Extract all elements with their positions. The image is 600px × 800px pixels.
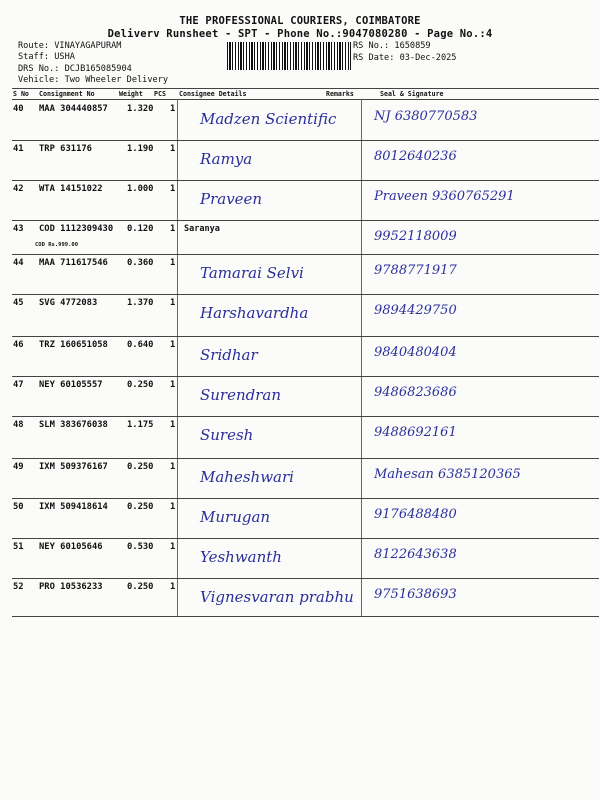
table-row (12, 220, 599, 254)
signature-handwritten: 9952118009 (374, 229, 457, 244)
serial-number: 44 (13, 258, 24, 268)
consignment-number: SVG 4772083 (39, 298, 98, 308)
consignment-number: IXM 509376167 (39, 462, 108, 472)
consignment-number: WTA 14151022 (39, 184, 103, 194)
weight-value: 0.120 (127, 224, 154, 234)
consignee-handwritten: Harshavardha (200, 304, 309, 322)
signature-handwritten: 9788771917 (374, 263, 457, 278)
column-header-row (12, 89, 599, 99)
col-consignee: Consignee Details (179, 90, 247, 98)
serial-number: 47 (13, 380, 24, 390)
weight-value: 1.320 (127, 104, 154, 114)
table-row (12, 538, 599, 578)
rs-date: RS Date: 03-Dec-2025 (353, 53, 457, 63)
signature-handwritten: Mahesan 6385120365 (374, 467, 521, 482)
table-row (12, 578, 599, 616)
col-pcs: PCS (154, 90, 166, 98)
weight-value: 0.360 (127, 258, 154, 268)
pieces-count: 1 (170, 184, 176, 194)
weight-value: 0.530 (127, 542, 154, 552)
table-row (12, 180, 599, 220)
serial-number: 50 (13, 502, 24, 512)
weight-value: 0.250 (127, 582, 154, 592)
consignment-number: IXM 509418614 (39, 502, 108, 512)
signature-handwritten: NJ 6380770583 (374, 109, 478, 124)
consignment-number: SLM 383676038 (39, 420, 108, 430)
signature-handwritten: 8012640236 (374, 149, 457, 164)
pieces-count: 1 (170, 420, 176, 430)
pieces-count: 1 (170, 258, 176, 268)
rs-number: RS No.: 1650859 (353, 41, 431, 51)
table-row (12, 336, 599, 376)
pieces-count: 1 (170, 542, 176, 552)
signature-handwritten: Praveen 9360765291 (374, 189, 515, 204)
consignee-handwritten: Vignesvaran prabhu (200, 588, 354, 606)
pieces-count: 1 (170, 144, 176, 154)
consignee-handwritten: Maheshwari (200, 468, 294, 486)
consignee-handwritten: Sridhar (200, 346, 258, 364)
table-row (12, 140, 599, 180)
pieces-count: 1 (170, 502, 176, 512)
consignee-handwritten: Surendran (200, 386, 282, 404)
consignment-number: COD 1112309430 (39, 224, 114, 234)
drs-number: DRS No.: DCJB165085904 (18, 64, 132, 74)
consignee-handwritten: Madzen Scientific (200, 110, 337, 128)
consignment-number: NEY 60105557 (39, 380, 103, 390)
signature-handwritten: 9176488480 (374, 507, 457, 522)
consignment-number: PRO 10536233 (39, 582, 103, 592)
barcode-image (227, 42, 351, 70)
weight-value: 0.250 (127, 380, 154, 390)
pieces-count: 1 (170, 462, 176, 472)
table-row (12, 498, 599, 538)
weight-value: 1.000 (127, 184, 154, 194)
serial-number: 49 (13, 462, 24, 472)
table-row (12, 254, 599, 294)
pieces-count: 1 (170, 298, 176, 308)
pieces-count: 1 (170, 380, 176, 390)
consignee-handwritten: Suresh (200, 426, 254, 444)
table-row (12, 376, 599, 416)
consignment-number: TRZ 160651058 (39, 340, 108, 350)
consignee-handwritten: Tamarai Selvi (200, 264, 304, 282)
weight-value: 0.250 (127, 502, 154, 512)
weight-value: 1.370 (127, 298, 154, 308)
col-sno: S No (13, 90, 29, 98)
pieces-count: 1 (170, 224, 176, 234)
serial-number: 46 (13, 340, 24, 350)
serial-number: 51 (13, 542, 24, 552)
consignment-number: TRP 631176 (39, 144, 92, 154)
row-divider (12, 616, 599, 617)
route-label: Route: VINAYAGAPURAM (18, 41, 122, 51)
col-seal: Seal & Signature (380, 90, 444, 98)
serial-number: 48 (13, 420, 24, 430)
col-weight: Weight (119, 90, 143, 98)
signature-handwritten: 8122643638 (374, 547, 457, 562)
consignment-number: NEY 60105646 (39, 542, 103, 552)
consignee-handwritten: Yeshwanth (200, 548, 282, 566)
weight-value: 0.250 (127, 462, 154, 472)
consignment-number: MAA 304440857 (39, 104, 108, 114)
col-consignment: Consignment No (39, 90, 95, 98)
consignee-handwritten: Murugan (200, 508, 271, 526)
consignment-number: MAA 711617546 (39, 258, 108, 268)
signature-handwritten: 9894429750 (374, 303, 457, 318)
signature-handwritten: 9486823686 (374, 385, 457, 400)
weight-value: 0.640 (127, 340, 154, 350)
vehicle-label: Vehicle: Two Wheeler Delivery (18, 75, 169, 85)
pieces-count: 1 (170, 340, 176, 350)
serial-number: 52 (13, 582, 24, 592)
serial-number: 42 (13, 184, 24, 194)
company-title: THE PROFESSIONAL COURIERS, COIMBATORE (179, 15, 421, 27)
signature-handwritten: 9488692161 (374, 425, 457, 440)
serial-number: 43 (13, 224, 24, 234)
pieces-count: 1 (170, 582, 176, 592)
consignee-name: Saranya (184, 224, 220, 234)
runsheet-subtitle: Deliverv Runsheet - SPT - Phone No.:9047080280 - Page No.:4 (107, 28, 493, 40)
serial-number: 45 (13, 298, 24, 308)
serial-number: 41 (13, 144, 24, 154)
table-row (12, 416, 599, 458)
weight-value: 1.175 (127, 420, 154, 430)
col-remarks: Remarks (326, 90, 354, 98)
table-row (12, 100, 599, 140)
signature-handwritten: 9751638693 (374, 587, 457, 602)
table-row (12, 294, 599, 336)
signature-handwritten: 9840480404 (374, 345, 457, 360)
pieces-count: 1 (170, 104, 176, 114)
cod-amount: COD Rs.999.00 (35, 242, 79, 248)
staff-label: Staff: USHA (18, 52, 75, 62)
serial-number: 40 (13, 104, 24, 114)
weight-value: 1.190 (127, 144, 154, 154)
table-row (12, 458, 599, 498)
consignee-handwritten: Praveen (200, 190, 263, 208)
consignee-handwritten: Ramya (200, 150, 253, 168)
